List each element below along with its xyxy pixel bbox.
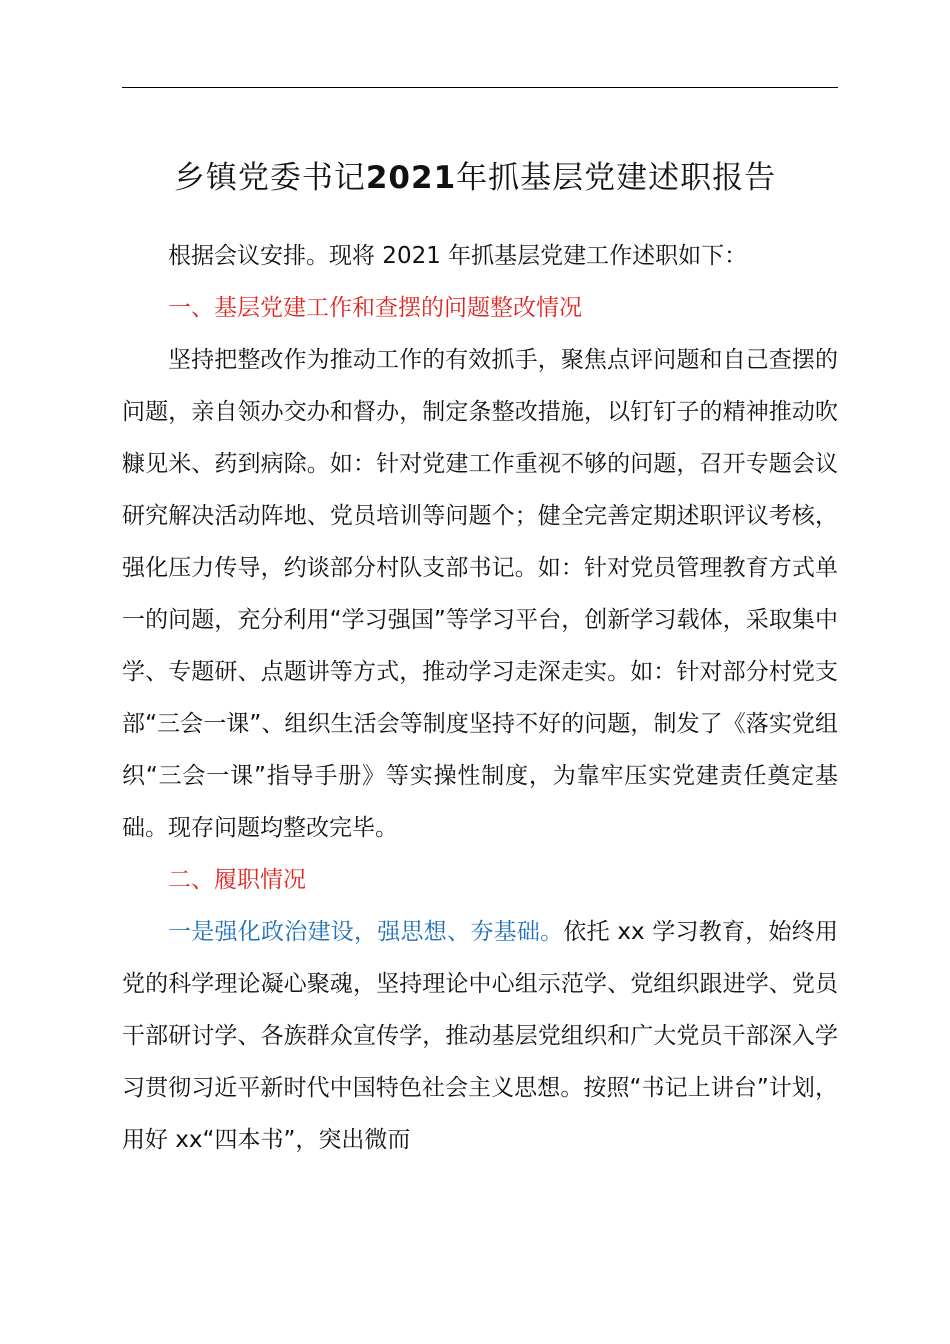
header-rule	[122, 87, 838, 88]
title-prefix: 乡镇党委书记	[173, 160, 366, 196]
intro-paragraph: 根据会议安排。现将 2021 年抓基层党建工作述职如下：	[168, 243, 748, 269]
document-title	[0, 150, 950, 206]
title-suffix: 年抓基层党建述职报告	[456, 160, 777, 196]
section-2-body: 依托 xx 学习教育，始终用党的科学理论凝心聚魂，坚持理论中心组示范学、党组织跟进学、党员干部研讨学、各族群众宣传学，推动基层党组织和广大党员干部深入学习贯彻习近平新时代中国特色社会主义思想。按照“书记上讲台”计划，用好 xx“四本书”，突出微而	[122, 919, 838, 1153]
section-1-paragraph: 坚持把整改作为推动工作的有效抓手，聚焦点评问题和自己查摆的问题，亲自领办交办和督办，制定条整改措施，以钉钉子的精神推动吹糠见米、药到病除。如：针对党建工作重视不够的问题，召开专题会议研究解决活动阵地、党员培训等问题个；健全完善定期述职评议考核，强化压力传导，约谈部分村队支部书记。如：针对党员管理教育方式单一的问题，充分利用“学习强国”等学习平台，创新学习载体，采取集中学、专题研、点题讲等方式，推动学习走深走实。如：针对部分村党支部“三会一课”、组织生活会等制度坚持不好的问题，制发了《落实党组织“三会一课”指导手册》等实操性制度，为靠牢压实党建责任奠定基础。现存问题均整改完毕。	[122, 347, 838, 841]
section-2-paragraph	[122, 906, 838, 1166]
document-body	[122, 230, 838, 1166]
title-year: 2021	[365, 160, 457, 196]
section-2-lead: 一是强化政治建设，强思想、夯基础。	[168, 919, 564, 945]
section-1-heading: 一、基层党建工作和查摆的问题整改情况	[168, 295, 582, 321]
section-2-heading: 二、履职情况	[168, 867, 306, 893]
